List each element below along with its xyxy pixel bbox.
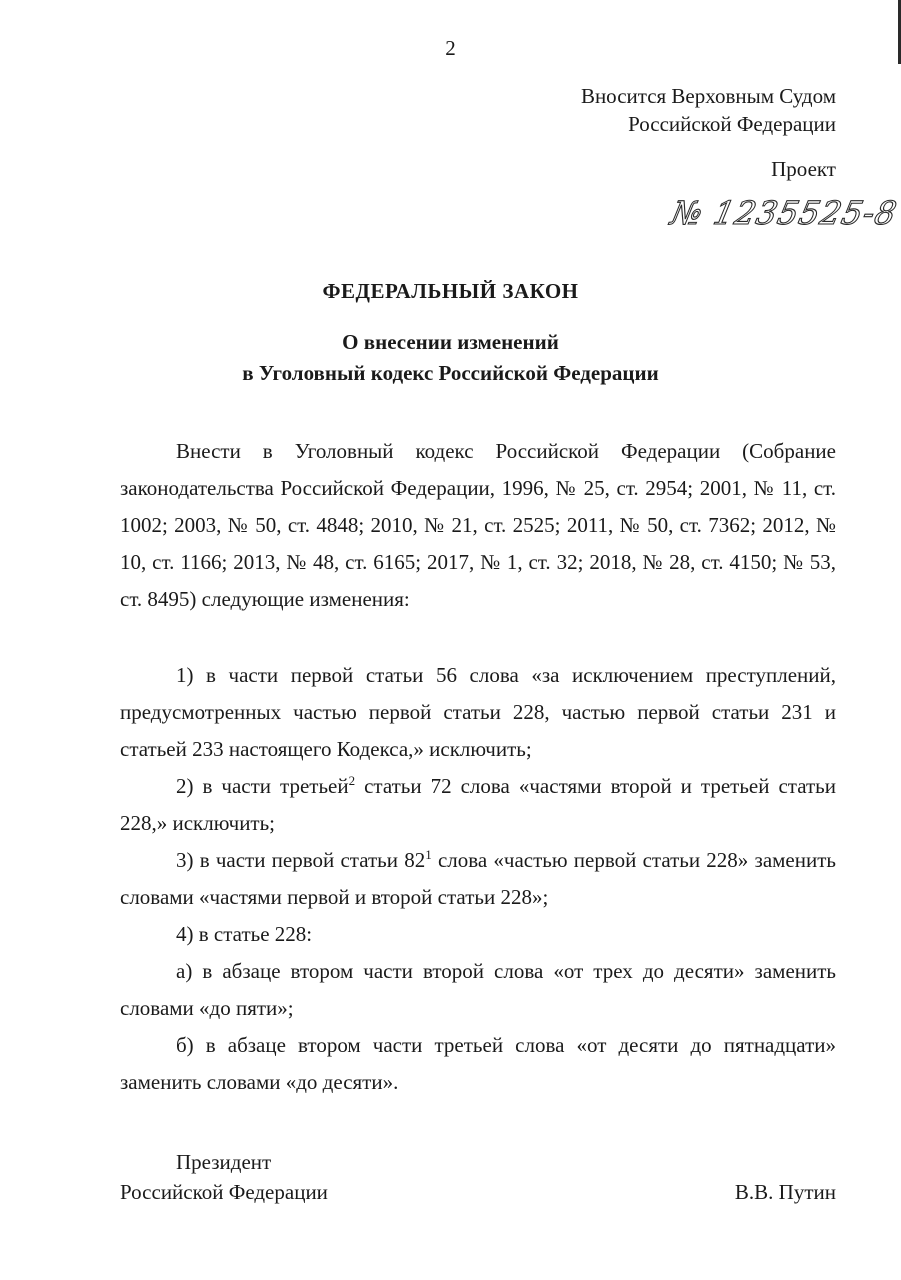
- signatory-position-line-2: Российской Федерации: [120, 1180, 328, 1204]
- handwritten-number-text: № 1235525-8: [667, 194, 901, 232]
- amendment-item-2-superscript: 2: [348, 773, 356, 788]
- amendment-item-3: [120, 842, 836, 916]
- amendment-item-1: 1) в части первой статьи 56 слова «за исключением преступлений, предусмотренных частью первой статьи 228, частью первой статьи 231 и статьей 233 настоящего Кодекса,» исключить;: [120, 663, 836, 761]
- title-line-1: О внесении изменений: [342, 330, 559, 354]
- amendment-item-4a: а) в абзаце втором части второй слова «от трех до десяти» заменить словами «до пяти»;: [120, 959, 836, 1020]
- title-line-2: в Уголовный кодекс Российской Федерации: [242, 361, 659, 385]
- amendment-item-3-part-2: слова «частью первой статьи 228» заменить словами «частями первой и второй статьи 228»;: [120, 848, 836, 909]
- amendment-item-4b: б) в абзаце втором части третьей слова «от десяти до пятнадцати» заменить словами «до десяти».: [120, 1033, 836, 1094]
- amendment-item-3-superscript: 1: [425, 847, 432, 862]
- amendment-item-2-part-2: статьи 72 слова «частями второй и третьей статьи 228,» исключить;: [120, 774, 836, 835]
- signatory-name: В.В. Путин: [734, 1180, 836, 1204]
- handwritten-registration-number: [667, 188, 901, 236]
- signatory-position: [120, 1147, 328, 1207]
- intro-block: [120, 433, 836, 618]
- amendment-item-4: 4) в статье 228:: [176, 922, 313, 946]
- page-number: 2: [445, 36, 456, 60]
- amendments-list: [120, 657, 836, 1101]
- draft-label: Проект: [771, 157, 836, 181]
- submitter-block: [581, 82, 836, 138]
- signatory-position-line-1: Президент: [176, 1150, 272, 1174]
- amendment-item-2-part-1: 2) в части третьей: [176, 774, 349, 798]
- intro-paragraph: Внести в Уголовный кодекс Российской Федерации (Собрание законодательства Российской Федерации, 1996, № 25, ст. 2954; 2001, № 11, ст. 1002; 2003, № 50, ст. 4848; 2010, № 21, ст. 2525; 2011, № 50, ст. 7362; 2012, № 10, ст. 1166; 2013, № 48, ст. 6165; 2017, № 1, ст. 32; 2018, № 28, ст. 4150; № 53, ст. 8495) следующие изменения:: [120, 439, 836, 611]
- document-title: [0, 327, 901, 389]
- document-type: ФЕДЕРАЛЬНЫЙ ЗАКОН: [322, 279, 579, 303]
- amendment-item-2: [120, 768, 836, 842]
- amendment-item-3-part-1: 3) в части первой статьи 82: [176, 848, 426, 872]
- submitter-line-2: Российской Федерации: [628, 112, 836, 136]
- submitter-line-1: Вносится Верховным Судом: [580, 84, 836, 108]
